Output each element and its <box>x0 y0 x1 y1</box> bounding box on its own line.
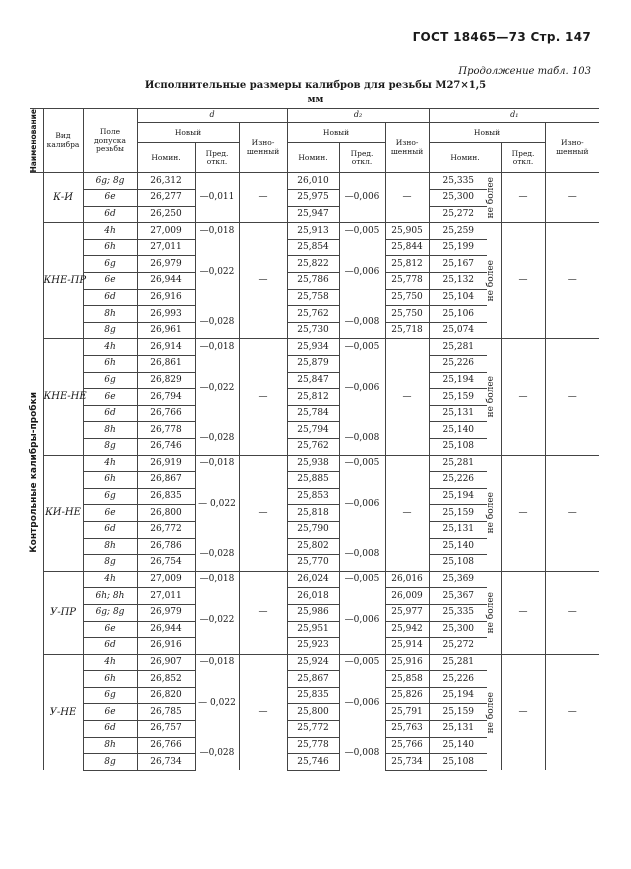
not-more-label: не более <box>486 592 497 634</box>
dimensions-table <box>30 108 599 771</box>
table-row <box>30 339 599 356</box>
not-more-cell <box>487 173 501 223</box>
d2-nominal: 25,762 <box>287 306 339 323</box>
gauge-kind: К-И <box>43 173 83 223</box>
d1-nominal: 25,194 <box>429 687 487 704</box>
d1-nominal: 25,167 <box>429 256 487 273</box>
d2-worn: 25,826 <box>385 687 429 704</box>
tolerance-field: 8h <box>83 538 137 555</box>
d1-deviation: — <box>501 223 545 339</box>
header-vid: Вид калибра <box>43 109 83 173</box>
d2-nominal: 25,885 <box>287 472 339 489</box>
d1-nominal: 25,226 <box>429 671 487 688</box>
table-row <box>30 654 599 671</box>
d-nominal: 26,277 <box>137 190 195 207</box>
d1-nominal: 25,272 <box>429 638 487 655</box>
table-continuation: Продолжение табл. 103 <box>458 66 591 77</box>
header-d-dev: Пред. откл. <box>195 143 239 173</box>
d1-nominal: 25,272 <box>429 206 487 223</box>
d2-nominal: 25,790 <box>287 521 339 538</box>
tolerance-field: 6g <box>83 687 137 704</box>
d2-nominal: 25,762 <box>287 438 339 455</box>
tolerance-field: 8g <box>83 438 137 455</box>
d2-deviation: —0,005 <box>339 571 385 588</box>
gauge-kind: У-НЕ <box>43 654 83 770</box>
d2-deviation: —0,006 <box>339 239 385 305</box>
d1-nominal: 25,140 <box>429 737 487 754</box>
d1-nominal: 25,281 <box>429 455 487 472</box>
d-nominal: 27,009 <box>137 571 195 588</box>
d2-worn: 25,916 <box>385 654 429 671</box>
d2-deviation: —0,006 <box>339 671 385 737</box>
d2-nominal: 25,951 <box>287 621 339 638</box>
tolerance-field: 8g <box>83 555 137 572</box>
d2-nominal: 25,794 <box>287 422 339 439</box>
d2-deviation: —0,006 <box>339 472 385 538</box>
d2-nominal: 25,879 <box>287 356 339 373</box>
d2-worn: 25,812 <box>385 256 429 273</box>
d-nominal: 26,778 <box>137 422 195 439</box>
header-pole: Поле допуска резьбы <box>83 109 137 173</box>
d1-nominal: 25,131 <box>429 405 487 422</box>
d-deviation: —0,018 <box>195 654 239 671</box>
tolerance-field: 8g <box>83 322 137 339</box>
gauge-kind: У-ПР <box>43 571 83 654</box>
header-d1-worn: Изно-шенный <box>545 123 599 173</box>
d1-nominal: 25,194 <box>429 372 487 389</box>
d2-nominal: 25,772 <box>287 721 339 738</box>
d2-worn: 25,750 <box>385 289 429 306</box>
d2-worn: 25,750 <box>385 306 429 323</box>
d1-nominal: 25,159 <box>429 389 487 406</box>
d1-nominal: 25,259 <box>429 223 487 240</box>
tolerance-field: 6g <box>83 256 137 273</box>
d1-nominal: 25,108 <box>429 438 487 455</box>
d-nominal: 26,829 <box>137 372 195 389</box>
table-row <box>30 173 599 190</box>
d2-nominal: 25,800 <box>287 704 339 721</box>
d-worn: — <box>239 455 287 571</box>
d-nominal: 27,011 <box>137 588 195 605</box>
d2-worn: 25,844 <box>385 239 429 256</box>
tolerance-field: 6e <box>83 389 137 406</box>
d2-nominal: 25,847 <box>287 372 339 389</box>
d-deviation: —0,028 <box>195 306 239 339</box>
d1-worn: — <box>567 707 577 718</box>
d1-nominal: 25,108 <box>429 754 487 771</box>
header-d2-new: Новый <box>287 123 385 143</box>
d1-deviation: — <box>501 455 545 571</box>
d-nominal: 26,746 <box>137 438 195 455</box>
d-nominal: 26,944 <box>137 273 195 290</box>
d2-deviation: —0,008 <box>339 422 385 455</box>
d-nominal: 26,916 <box>137 638 195 655</box>
d2-nominal: 25,975 <box>287 190 339 207</box>
gauge-kind: КИ-НЕ <box>43 455 83 571</box>
d-deviation: —0,022 <box>195 239 239 305</box>
gauge-kind: КНЕ-ПР <box>43 223 83 339</box>
tolerance-field: 6g; 8g <box>83 173 137 190</box>
d1-nominal: 25,281 <box>429 654 487 671</box>
d-nominal: 26,312 <box>137 173 195 190</box>
d1-nominal: 25,194 <box>429 488 487 505</box>
d-deviation: —0,028 <box>195 422 239 455</box>
d2-worn: — <box>385 339 429 455</box>
d1-nominal: 25,159 <box>429 505 487 522</box>
d1-nominal: 25,335 <box>429 604 487 621</box>
d-nominal: 26,757 <box>137 721 195 738</box>
not-more-label: не более <box>486 492 497 534</box>
d1-nominal: 25,226 <box>429 472 487 489</box>
d1-deviation: — <box>501 571 545 654</box>
d2-worn: 25,734 <box>385 754 429 771</box>
d-nominal: 26,919 <box>137 455 195 472</box>
d-worn: — <box>239 654 287 770</box>
table-title: Исполнительные размеры калибров для резьбы М27×1,5 <box>144 80 487 91</box>
d-nominal: 26,250 <box>137 206 195 223</box>
not-more-label: не более <box>486 691 497 734</box>
d2-nominal: 25,986 <box>287 604 339 621</box>
d1-nominal: 25,132 <box>429 273 487 290</box>
d-nominal: 26,734 <box>137 754 195 771</box>
d-nominal: 26,993 <box>137 306 195 323</box>
d2-worn: 25,778 <box>385 273 429 290</box>
d-deviation: —0,028 <box>195 538 239 571</box>
d2-nominal: 25,923 <box>287 638 339 655</box>
d2-nominal: 25,770 <box>287 555 339 572</box>
d2-worn: 25,942 <box>385 621 429 638</box>
d2-nominal: 26,010 <box>287 173 339 190</box>
d1-nominal: 25,226 <box>429 356 487 373</box>
tolerance-field: 6h <box>83 356 137 373</box>
d2-worn: 26,016 <box>385 571 429 588</box>
not-more-cell <box>487 455 501 571</box>
tolerance-field: 6e <box>83 273 137 290</box>
d2-deviation: —0,008 <box>339 737 385 770</box>
d2-deviation: —0,006 <box>339 588 385 654</box>
tolerance-field: 6e <box>83 190 137 207</box>
d-deviation: —0,022 <box>195 588 239 654</box>
d2-nominal: 25,802 <box>287 538 339 555</box>
header-d-nom: Номин. <box>137 143 195 173</box>
header-d: d <box>137 109 287 123</box>
header-d1-new: Новый <box>429 123 545 143</box>
tolerance-field: 6g; 8g <box>83 604 137 621</box>
d1-nominal: 25,300 <box>429 621 487 638</box>
d-deviation: —0,011 <box>195 173 239 223</box>
d1-nominal: 25,199 <box>429 239 487 256</box>
d2-worn: 25,905 <box>385 223 429 240</box>
tolerance-field: 6g <box>83 488 137 505</box>
d2-worn: 25,914 <box>385 638 429 655</box>
d2-nominal: 25,784 <box>287 405 339 422</box>
d2-deviation: —0,005 <box>339 223 385 240</box>
d-nominal: 26,916 <box>137 289 195 306</box>
d1-nominal: 25,335 <box>429 173 487 190</box>
d-deviation: —0,018 <box>195 455 239 472</box>
tolerance-field: 4h <box>83 455 137 472</box>
d1-nominal: 25,159 <box>429 704 487 721</box>
d2-deviation: —0,008 <box>339 306 385 339</box>
d-nominal: 26,867 <box>137 472 195 489</box>
d1-nominal: 25,131 <box>429 721 487 738</box>
tolerance-field: 4h <box>83 654 137 671</box>
d-nominal: 26,772 <box>137 521 195 538</box>
tolerance-field: 6h <box>83 671 137 688</box>
tolerance-field: 4h <box>83 223 137 240</box>
tolerance-field: 6e <box>83 704 137 721</box>
not-more-label: не более <box>486 376 497 418</box>
tolerance-field: 6e <box>83 505 137 522</box>
d2-nominal: 25,778 <box>287 737 339 754</box>
header-naimenovanie: Наименование <box>30 109 43 173</box>
header-d1-nom: Номин. <box>429 143 501 173</box>
d2-worn: 26,009 <box>385 588 429 605</box>
header-d2: d₂ <box>287 109 429 123</box>
d-nominal: 26,766 <box>137 737 195 754</box>
not-more-cell <box>487 223 501 339</box>
d2-deviation: —0,008 <box>339 538 385 571</box>
d-nominal: 26,766 <box>137 405 195 422</box>
d-nominal: 26,861 <box>137 356 195 373</box>
tolerance-field: 4h <box>83 339 137 356</box>
page-header: ГОСТ 18465—73 Стр. 147 <box>412 30 591 44</box>
tolerance-field: 6d <box>83 721 137 738</box>
d-deviation: — 0,022 <box>195 472 239 538</box>
not-more-cell <box>487 654 501 770</box>
tolerance-field: 6d <box>83 521 137 538</box>
d2-nominal: 25,854 <box>287 239 339 256</box>
d2-worn: 25,791 <box>385 704 429 721</box>
d2-nominal: 26,024 <box>287 571 339 588</box>
d2-nominal: 25,867 <box>287 671 339 688</box>
d-nominal: 26,754 <box>137 555 195 572</box>
d1-nominal: 25,300 <box>429 190 487 207</box>
d1-worn: — <box>545 223 599 339</box>
tolerance-field: 4h <box>83 571 137 588</box>
d2-nominal: 25,758 <box>287 289 339 306</box>
d-nominal: 27,011 <box>137 239 195 256</box>
d-deviation: —0,018 <box>195 223 239 240</box>
d2-deviation: —0,006 <box>339 173 385 223</box>
d1-nominal: 25,281 <box>429 339 487 356</box>
d2-deviation: —0,006 <box>339 356 385 422</box>
tolerance-field: 8h <box>83 422 137 439</box>
d1-nominal: 25,369 <box>429 571 487 588</box>
d1-nominal: 25,131 <box>429 521 487 538</box>
header-d2-nom: Номин. <box>287 143 339 173</box>
d-worn: — <box>239 571 287 654</box>
d2-deviation: —0,005 <box>339 455 385 472</box>
tolerance-field: 6d <box>83 289 137 306</box>
tolerance-field: 6d <box>83 638 137 655</box>
not-more-label: не более <box>486 177 497 219</box>
d2-nominal: 25,822 <box>287 256 339 273</box>
d2-worn: 25,858 <box>385 671 429 688</box>
tolerance-field: 8h <box>83 737 137 754</box>
d-nominal: 26,794 <box>137 389 195 406</box>
d-nominal: 26,800 <box>137 505 195 522</box>
d2-worn: 25,977 <box>385 604 429 621</box>
d-nominal: 26,852 <box>137 671 195 688</box>
d1-nominal: 25,367 <box>429 588 487 605</box>
d2-deviation: —0,005 <box>339 339 385 356</box>
d-deviation: —0,018 <box>195 571 239 588</box>
tolerance-field: 6g <box>83 372 137 389</box>
d1-deviation: — <box>501 654 545 770</box>
tolerance-field: 6d <box>83 206 137 223</box>
table-unit: мм <box>307 95 324 105</box>
d2-nominal: 25,938 <box>287 455 339 472</box>
d1-worn: — <box>545 339 599 455</box>
d2-worn: — <box>385 173 429 223</box>
d-worn: — <box>239 173 287 223</box>
not-more-cell <box>487 571 501 654</box>
table-row <box>30 571 599 588</box>
header-d2-dev: Пред. откл. <box>339 143 385 173</box>
d2-nominal: 25,835 <box>287 687 339 704</box>
d2-nominal: 26,018 <box>287 588 339 605</box>
gauge-kind: КНЕ-НЕ <box>43 339 83 455</box>
d2-nominal: 25,786 <box>287 273 339 290</box>
not-more-label: не более <box>486 260 497 302</box>
tolerance-field: 8g <box>83 754 137 771</box>
d-deviation: — 0,022 <box>195 671 239 737</box>
d1-nominal: 25,106 <box>429 306 487 323</box>
tolerance-field: 6h; 8h <box>83 588 137 605</box>
header-d-worn: Изно-шенный <box>239 123 287 173</box>
d2-nominal: 25,746 <box>287 754 339 771</box>
d1-deviation: — <box>501 339 545 455</box>
d1-deviation: — <box>501 173 545 223</box>
tolerance-field: 8h <box>83 306 137 323</box>
d-nominal: 27,009 <box>137 223 195 240</box>
d1-nominal: 25,104 <box>429 289 487 306</box>
d2-worn: 25,766 <box>385 737 429 754</box>
header-d1-dev: Пред. откл. <box>501 143 545 173</box>
d2-nominal: 25,818 <box>287 505 339 522</box>
d2-nominal: 25,924 <box>287 654 339 671</box>
d-nominal: 26,979 <box>137 256 195 273</box>
d1-nominal: 25,140 <box>429 538 487 555</box>
d-deviation: —0,018 <box>195 339 239 356</box>
d1-nominal: 25,140 <box>429 422 487 439</box>
header-d2-worn: Изно-шенный <box>385 123 429 173</box>
d2-nominal: 25,812 <box>287 389 339 406</box>
d-nominal: 26,820 <box>137 687 195 704</box>
d2-nominal: 25,913 <box>287 223 339 240</box>
d2-nominal: 25,947 <box>287 206 339 223</box>
d-nominal: 26,907 <box>137 654 195 671</box>
d-worn: — <box>239 223 287 339</box>
d1-worn: — <box>545 173 599 223</box>
d-nominal: 26,979 <box>137 604 195 621</box>
tolerance-field: 6e <box>83 621 137 638</box>
d1-worn: — <box>545 455 599 571</box>
d-nominal: 26,785 <box>137 704 195 721</box>
d2-worn: — <box>385 455 429 571</box>
d1-nominal: 25,108 <box>429 555 487 572</box>
d-nominal: 26,786 <box>137 538 195 555</box>
d-nominal: 26,944 <box>137 621 195 638</box>
d-worn: — <box>239 339 287 455</box>
tolerance-field: 6h <box>83 239 137 256</box>
header-d-new: Новый <box>137 123 239 143</box>
d-deviation: —0,022 <box>195 356 239 422</box>
group-label-cell <box>30 173 43 770</box>
header-d1: d₁ <box>429 109 599 123</box>
d-nominal: 26,835 <box>137 488 195 505</box>
d1-worn: — <box>545 571 599 654</box>
table-row <box>30 223 599 240</box>
d2-worn: 25,718 <box>385 322 429 339</box>
d2-nominal: 25,730 <box>287 322 339 339</box>
group-label: Контрольные калибры-пробки <box>29 391 39 553</box>
table-row <box>30 455 599 472</box>
d2-deviation: —0,005 <box>339 654 385 671</box>
tolerance-field: 6d <box>83 405 137 422</box>
d1-nominal: 25,074 <box>429 322 487 339</box>
d2-nominal: 25,934 <box>287 339 339 356</box>
d2-nominal: 25,853 <box>287 488 339 505</box>
d-nominal: 26,961 <box>137 322 195 339</box>
d-deviation: —0,028 <box>195 737 239 770</box>
d2-worn: 25,763 <box>385 721 429 738</box>
d-nominal: 26,914 <box>137 339 195 356</box>
tolerance-field: 6h <box>83 472 137 489</box>
not-more-cell <box>487 339 501 455</box>
